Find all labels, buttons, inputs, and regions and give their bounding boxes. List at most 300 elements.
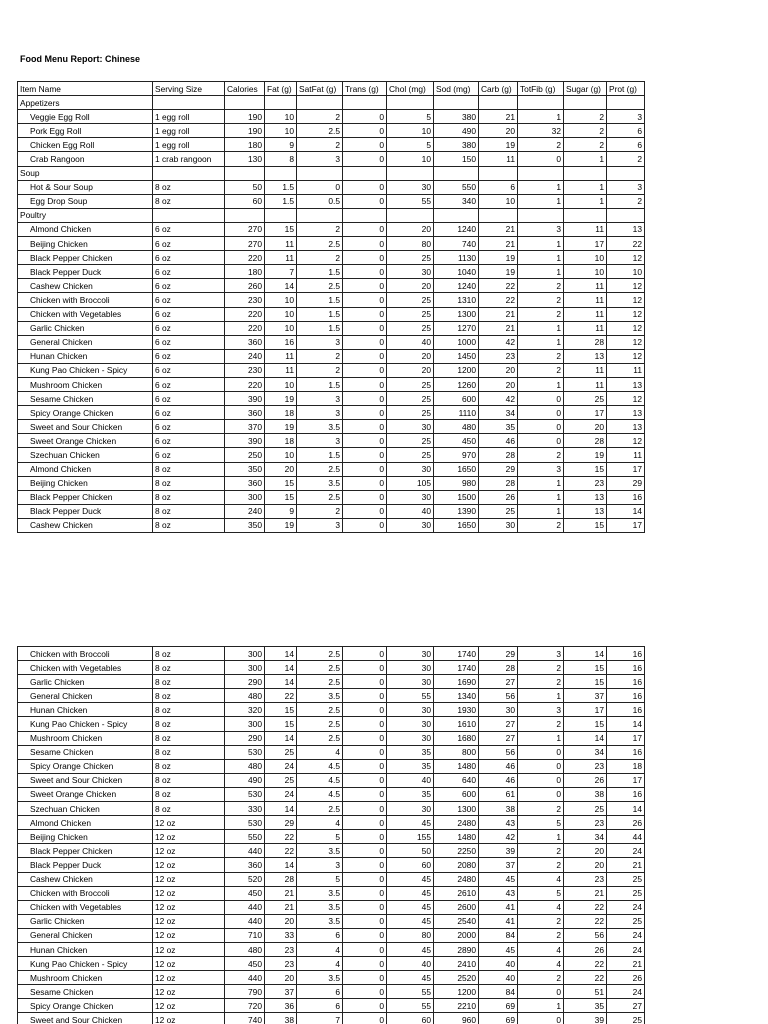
table-row	[18, 802, 645, 816]
value-cell: 25	[387, 293, 434, 307]
value-cell: 2.5	[297, 731, 343, 745]
value-cell: 14	[607, 504, 645, 518]
value-cell: 11	[265, 363, 297, 377]
value-cell: 1610	[434, 717, 479, 731]
value-cell: 24	[265, 759, 297, 773]
value-cell: 40	[387, 773, 434, 787]
serving-size-cell: 8 oz	[153, 689, 225, 703]
value-cell: 0	[343, 335, 387, 349]
value-cell: 55	[387, 194, 434, 208]
value-cell: 42	[479, 830, 518, 844]
value-cell: 340	[434, 194, 479, 208]
value-cell: 640	[434, 773, 479, 787]
value-cell: 40	[479, 957, 518, 971]
value-cell: 30	[479, 518, 518, 532]
serving-size-cell: 6 oz	[153, 448, 225, 462]
value-cell: 16	[607, 661, 645, 675]
value-cell: 16	[607, 745, 645, 759]
value-cell: 25	[564, 392, 607, 406]
empty-cell	[343, 208, 387, 222]
value-cell: 55	[387, 689, 434, 703]
item-name-cell: Sweet and Sour Chicken	[18, 773, 153, 787]
serving-size-cell: 6 oz	[153, 222, 225, 236]
table-row	[18, 363, 645, 377]
value-cell: 6	[297, 928, 343, 942]
value-cell: 1	[518, 490, 564, 504]
value-cell: 1	[564, 180, 607, 194]
empty-cell	[607, 96, 645, 110]
value-cell: 42	[479, 335, 518, 349]
table-row	[18, 759, 645, 773]
table-row	[18, 279, 645, 293]
section-row	[18, 166, 645, 180]
value-cell: 0	[343, 279, 387, 293]
table-row	[18, 985, 645, 999]
header-calories: Calories	[225, 82, 265, 96]
value-cell: 0	[343, 942, 387, 956]
value-cell: 20	[265, 914, 297, 928]
value-cell: 0	[518, 985, 564, 999]
value-cell: 25	[387, 307, 434, 321]
value-cell: 11	[607, 448, 645, 462]
value-cell: 2	[297, 504, 343, 518]
value-cell: 0	[343, 420, 387, 434]
serving-size-cell: 6 oz	[153, 293, 225, 307]
value-cell: 0	[343, 759, 387, 773]
value-cell: 55	[387, 985, 434, 999]
value-cell: 105	[387, 476, 434, 490]
table-row	[18, 434, 645, 448]
value-cell: 84	[479, 985, 518, 999]
value-cell: 1300	[434, 802, 479, 816]
value-cell: 1.5	[297, 265, 343, 279]
value-cell: 30	[387, 675, 434, 689]
item-name-cell: Chicken with Broccoli	[18, 293, 153, 307]
item-name-cell: Cashew Chicken	[18, 872, 153, 886]
header-serving-size: Serving Size	[153, 82, 225, 96]
value-cell: 35	[564, 999, 607, 1013]
value-cell: 390	[225, 392, 265, 406]
value-cell: 30	[387, 703, 434, 717]
empty-cell	[343, 166, 387, 180]
value-cell: 21	[479, 222, 518, 236]
value-cell: 300	[225, 490, 265, 504]
empty-cell	[387, 208, 434, 222]
value-cell: 17	[564, 237, 607, 251]
item-name-cell: Chicken with Vegetables	[18, 661, 153, 675]
value-cell: 69	[479, 999, 518, 1013]
table-row	[18, 110, 645, 124]
item-name-cell: Spicy Orange Chicken	[18, 759, 153, 773]
value-cell: 46	[479, 759, 518, 773]
value-cell: 2	[518, 307, 564, 321]
value-cell: 22	[564, 914, 607, 928]
value-cell: 600	[434, 787, 479, 801]
value-cell: 40	[479, 971, 518, 985]
value-cell: 13	[607, 222, 645, 236]
value-cell: 43	[479, 816, 518, 830]
value-cell: 8	[265, 152, 297, 166]
value-cell: 0	[343, 194, 387, 208]
value-cell: 29	[479, 647, 518, 661]
value-cell: 16	[607, 647, 645, 661]
value-cell: 1.5	[265, 180, 297, 194]
value-cell: 25	[564, 802, 607, 816]
value-cell: 1200	[434, 363, 479, 377]
value-cell: 2	[518, 349, 564, 363]
value-cell: 710	[225, 928, 265, 942]
value-cell: 16	[265, 335, 297, 349]
value-cell: 45	[387, 872, 434, 886]
value-cell: 2	[518, 293, 564, 307]
serving-size-cell: 8 oz	[153, 703, 225, 717]
value-cell: 7	[265, 265, 297, 279]
value-cell: 0	[343, 802, 387, 816]
value-cell: 1390	[434, 504, 479, 518]
value-cell: 50	[225, 180, 265, 194]
value-cell: 0	[343, 689, 387, 703]
value-cell: 11	[564, 279, 607, 293]
table-row	[18, 957, 645, 971]
value-cell: 2.5	[297, 124, 343, 138]
value-cell: 21	[479, 237, 518, 251]
serving-size-cell: 8 oz	[153, 675, 225, 689]
serving-size-cell: 12 oz	[153, 816, 225, 830]
value-cell: 4	[297, 957, 343, 971]
value-cell: 10	[265, 110, 297, 124]
header-row	[18, 82, 645, 96]
empty-cell	[479, 166, 518, 180]
serving-size-cell: 12 oz	[153, 844, 225, 858]
value-cell: 21	[607, 957, 645, 971]
value-cell: 0	[518, 787, 564, 801]
table-row	[18, 914, 645, 928]
value-cell: 2	[518, 971, 564, 985]
value-cell: 0	[343, 138, 387, 152]
value-cell: 13	[564, 349, 607, 363]
value-cell: 15	[265, 222, 297, 236]
value-cell: 290	[225, 731, 265, 745]
value-cell: 3	[297, 434, 343, 448]
serving-size-cell: 8 oz	[153, 787, 225, 801]
value-cell: 0	[343, 914, 387, 928]
value-cell: 25	[387, 321, 434, 335]
value-cell: 240	[225, 504, 265, 518]
value-cell: 24	[607, 928, 645, 942]
value-cell: 800	[434, 745, 479, 759]
value-cell: 30	[387, 180, 434, 194]
table-row	[18, 689, 645, 703]
value-cell: 40	[387, 504, 434, 518]
value-cell: 23	[564, 759, 607, 773]
table-row	[18, 490, 645, 504]
value-cell: 1	[518, 731, 564, 745]
value-cell: 28	[564, 434, 607, 448]
value-cell: 9	[265, 138, 297, 152]
item-name-cell: Mushroom Chicken	[18, 377, 153, 391]
value-cell: 2.5	[297, 647, 343, 661]
value-cell: 44	[607, 830, 645, 844]
value-cell: 1500	[434, 490, 479, 504]
item-name-cell: General Chicken	[18, 928, 153, 942]
value-cell: 0	[343, 406, 387, 420]
value-cell: 3.5	[297, 971, 343, 985]
value-cell: 1.5	[297, 377, 343, 391]
value-cell: 450	[434, 434, 479, 448]
table-row	[18, 377, 645, 391]
serving-size-cell: 8 oz	[153, 462, 225, 476]
table-row	[18, 703, 645, 717]
value-cell: 1.5	[297, 321, 343, 335]
value-cell: 3.5	[297, 420, 343, 434]
table-row	[18, 265, 645, 279]
empty-cell	[387, 166, 434, 180]
item-name-cell: Mushroom Chicken	[18, 971, 153, 985]
value-cell: 14	[265, 802, 297, 816]
value-cell: 2	[518, 279, 564, 293]
value-cell: 22	[564, 957, 607, 971]
value-cell: 12	[607, 251, 645, 265]
item-name-cell: Sweet and Sour Chicken	[18, 420, 153, 434]
item-name-cell: Sesame Chicken	[18, 985, 153, 999]
value-cell: 2.5	[297, 802, 343, 816]
value-cell: 220	[225, 377, 265, 391]
value-cell: 23	[564, 872, 607, 886]
value-cell: 28	[479, 476, 518, 490]
value-cell: 6	[479, 180, 518, 194]
value-cell: 300	[225, 647, 265, 661]
value-cell: 0	[343, 490, 387, 504]
value-cell: 20	[387, 363, 434, 377]
table-row	[18, 787, 645, 801]
item-name-cell: Black Pepper Duck	[18, 858, 153, 872]
value-cell: 24	[607, 985, 645, 999]
value-cell: 4	[518, 872, 564, 886]
serving-size-cell: 6 oz	[153, 392, 225, 406]
value-cell: 18	[265, 406, 297, 420]
empty-cell	[434, 96, 479, 110]
value-cell: 10	[265, 307, 297, 321]
empty-cell	[225, 208, 265, 222]
value-cell: 24	[607, 844, 645, 858]
value-cell: 2.5	[297, 490, 343, 504]
value-cell: 360	[225, 476, 265, 490]
value-cell: 440	[225, 844, 265, 858]
value-cell: 14	[265, 647, 297, 661]
value-cell: 14	[564, 647, 607, 661]
value-cell: 1240	[434, 279, 479, 293]
value-cell: 41	[479, 914, 518, 928]
value-cell: 15	[564, 661, 607, 675]
value-cell: 190	[225, 124, 265, 138]
value-cell: 1110	[434, 406, 479, 420]
value-cell: 30	[387, 462, 434, 476]
value-cell: 2	[518, 844, 564, 858]
header-totfib: TotFib (g)	[518, 82, 564, 96]
value-cell: 1740	[434, 661, 479, 675]
value-cell: 0	[343, 647, 387, 661]
table-row	[18, 518, 645, 532]
value-cell: 17	[564, 406, 607, 420]
value-cell: 1680	[434, 731, 479, 745]
value-cell: 270	[225, 237, 265, 251]
value-cell: 60	[387, 858, 434, 872]
value-cell: 2	[518, 138, 564, 152]
item-name-cell: Chicken Egg Roll	[18, 138, 153, 152]
value-cell: 10	[564, 251, 607, 265]
value-cell: 1450	[434, 349, 479, 363]
item-name-cell: Hunan Chicken	[18, 703, 153, 717]
value-cell: 26	[479, 490, 518, 504]
serving-size-cell: 6 oz	[153, 307, 225, 321]
table-row	[18, 335, 645, 349]
table-row	[18, 448, 645, 462]
serving-size-cell: 8 oz	[153, 504, 225, 518]
value-cell: 30	[387, 717, 434, 731]
value-cell: 2	[297, 138, 343, 152]
value-cell: 13	[607, 420, 645, 434]
value-cell: 14	[265, 675, 297, 689]
value-cell: 24	[607, 900, 645, 914]
item-name-cell: Kung Pao Chicken - Spicy	[18, 717, 153, 731]
value-cell: 380	[434, 110, 479, 124]
value-cell: 0	[343, 180, 387, 194]
item-name-cell: Kung Pao Chicken - Spicy	[18, 957, 153, 971]
value-cell: 34	[479, 406, 518, 420]
value-cell: 69	[479, 1013, 518, 1024]
value-cell: 480	[225, 759, 265, 773]
section-row	[18, 96, 645, 110]
value-cell: 0	[518, 434, 564, 448]
value-cell: 5	[387, 110, 434, 124]
value-cell: 0	[343, 830, 387, 844]
value-cell: 180	[225, 138, 265, 152]
table-row	[18, 420, 645, 434]
serving-size-cell: 12 oz	[153, 985, 225, 999]
value-cell: 260	[225, 279, 265, 293]
header-fat: Fat (g)	[265, 82, 297, 96]
table-row	[18, 717, 645, 731]
value-cell: 0	[343, 293, 387, 307]
value-cell: 1	[518, 999, 564, 1013]
value-cell: 530	[225, 787, 265, 801]
value-cell: 55	[387, 999, 434, 1013]
value-cell: 20	[265, 971, 297, 985]
value-cell: 30	[479, 703, 518, 717]
value-cell: 4	[297, 816, 343, 830]
value-cell: 0	[343, 844, 387, 858]
value-cell: 23	[265, 942, 297, 956]
value-cell: 15	[564, 675, 607, 689]
value-cell: 4	[297, 942, 343, 956]
table-row	[18, 504, 645, 518]
value-cell: 4.5	[297, 759, 343, 773]
value-cell: 11	[564, 222, 607, 236]
value-cell: 330	[225, 802, 265, 816]
value-cell: 250	[225, 448, 265, 462]
value-cell: 220	[225, 251, 265, 265]
value-cell: 230	[225, 363, 265, 377]
value-cell: 2.5	[297, 717, 343, 731]
value-cell: 50	[387, 844, 434, 858]
empty-cell	[564, 208, 607, 222]
value-cell: 20	[564, 858, 607, 872]
value-cell: 45	[387, 886, 434, 900]
item-name-cell: Sesame Chicken	[18, 392, 153, 406]
value-cell: 360	[225, 406, 265, 420]
value-cell: 45	[479, 942, 518, 956]
value-cell: 29	[479, 462, 518, 476]
value-cell: 37	[564, 689, 607, 703]
item-name-cell: Black Pepper Chicken	[18, 844, 153, 858]
value-cell: 19	[479, 138, 518, 152]
value-cell: 10	[387, 124, 434, 138]
empty-cell	[153, 96, 225, 110]
table-row	[18, 675, 645, 689]
value-cell: 23	[479, 349, 518, 363]
value-cell: 11	[564, 321, 607, 335]
value-cell: 5	[387, 138, 434, 152]
empty-cell	[297, 208, 343, 222]
value-cell: 360	[225, 335, 265, 349]
table-row	[18, 237, 645, 251]
value-cell: 12	[607, 434, 645, 448]
value-cell: 530	[225, 745, 265, 759]
value-cell: 17	[607, 731, 645, 745]
value-cell: 43	[479, 886, 518, 900]
value-cell: 0	[343, 392, 387, 406]
value-cell: 130	[225, 152, 265, 166]
value-cell: 2	[297, 222, 343, 236]
table-row	[18, 661, 645, 675]
value-cell: 480	[225, 689, 265, 703]
value-cell: 25	[607, 886, 645, 900]
value-cell: 440	[225, 971, 265, 985]
value-cell: 19	[564, 448, 607, 462]
value-cell: 3	[518, 647, 564, 661]
value-cell: 350	[225, 518, 265, 532]
value-cell: 60	[225, 194, 265, 208]
value-cell: 2.5	[297, 661, 343, 675]
value-cell: 27	[607, 999, 645, 1013]
value-cell: 34	[564, 830, 607, 844]
value-cell: 25	[387, 406, 434, 420]
value-cell: 0	[343, 928, 387, 942]
value-cell: 12	[607, 335, 645, 349]
item-name-cell: Sesame Chicken	[18, 745, 153, 759]
value-cell: 0	[343, 886, 387, 900]
value-cell: 17	[607, 518, 645, 532]
value-cell: 0	[343, 504, 387, 518]
serving-size-cell: 8 oz	[153, 773, 225, 787]
value-cell: 4	[518, 957, 564, 971]
item-name-cell: Mushroom Chicken	[18, 731, 153, 745]
value-cell: 2610	[434, 886, 479, 900]
item-name-cell: Crab Rangoon	[18, 152, 153, 166]
empty-cell	[297, 96, 343, 110]
value-cell: 23	[265, 957, 297, 971]
value-cell: 0	[343, 265, 387, 279]
table-row	[18, 194, 645, 208]
value-cell: 34	[564, 745, 607, 759]
value-cell: 390	[225, 434, 265, 448]
value-cell: 21	[564, 886, 607, 900]
header-sugar: Sugar (g)	[564, 82, 607, 96]
table-row	[18, 222, 645, 236]
value-cell: 20	[387, 349, 434, 363]
empty-cell	[607, 166, 645, 180]
value-cell: 23	[564, 816, 607, 830]
